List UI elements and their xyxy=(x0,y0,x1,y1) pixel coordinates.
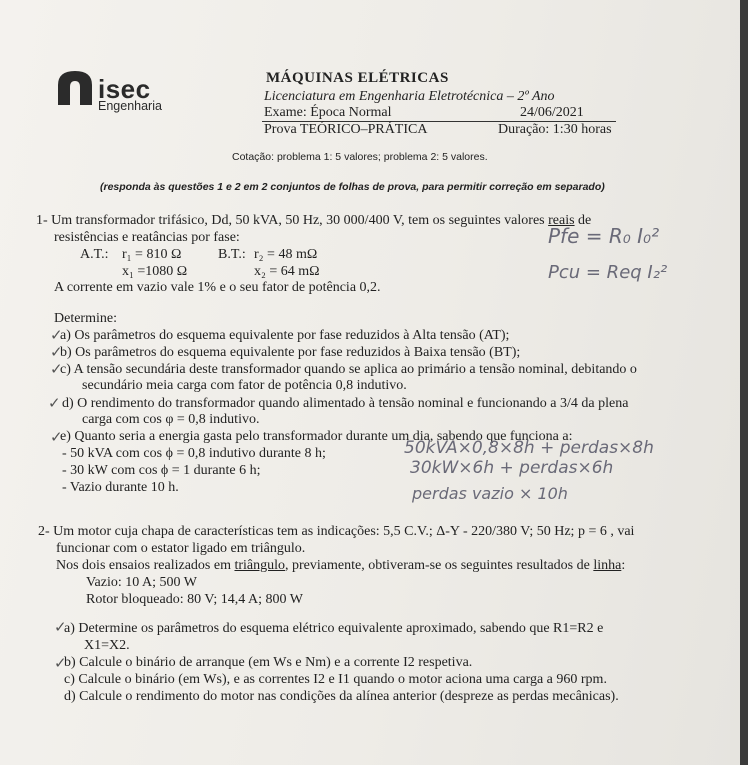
r2-value: r₂ = 48 mΩ xyxy=(254,247,318,262)
prova-type: Prova TEÓRICO–PRÁTICA xyxy=(264,122,428,137)
check-mark-icon: ✓ xyxy=(48,394,61,412)
p1-item-d: d) O rendimento do transformador quando alimentado à tensão nominal e funcionando a 3/4 da plena xyxy=(62,396,629,411)
p2-item-a-cont: X1=X2. xyxy=(84,638,130,653)
grading-note: Cotação: problema 1: 5 valores; problema 2: 5 valores. xyxy=(232,151,488,163)
check-mark-icon: ✓ xyxy=(54,654,67,672)
p1-item-e: e) Quanto seria a energia gasta pelo transformador durante um dia, sabendo que funciona a: xyxy=(60,429,573,444)
instruction-note: (responda às questões 1 e 2 em 2 conjuntos de folhas de prova, para permitir correção em separado) xyxy=(100,181,605,193)
check-mark-icon: ✓ xyxy=(54,618,67,636)
exam-type: Exame: Época Normal xyxy=(264,105,392,120)
exam-duration: Duração: 1:30 horas xyxy=(498,122,612,137)
determine-label: Determine: xyxy=(54,311,117,326)
p1-statement-line1: 1- Um transformador trifásico, Dd, 50 kVA, 50 Hz, 30 000/400 V, tem os seguintes valores reais de xyxy=(36,213,592,228)
handwritten-energy-3: perdas vazio × 10h xyxy=(412,484,568,503)
p2-rotor: Rotor bloqueado: 80 V; 14,4 A; 800 W xyxy=(86,592,303,607)
at-label: A.T.: xyxy=(80,247,109,262)
x1-value: x₁ =1080 Ω xyxy=(122,264,188,279)
p2-vazio: Vazio: 10 A; 500 W xyxy=(86,575,197,590)
p1-vazio-line: A corrente em vazio vale 1% e o seu fator de potência 0,2. xyxy=(54,280,381,295)
p2-statement-line2: funcionar com o estator ligado em triângulo. xyxy=(56,541,306,556)
p1-item-b: b) Os parâmetros do esquema equivalente por fase reduzidos à Baixa tensão (BT); xyxy=(60,345,521,360)
handwritten-pfe: Pfe = R₀ I₀² xyxy=(548,224,660,248)
p1-item-a: a) Os parâmetros do esquema equivalente por fase reduzidos à Alta tensão (AT); xyxy=(60,328,510,343)
p2-statement-line3: Nos dois ensaios realizados em triângulo, previamente, obtiveram-se os seguintes resultados de linha: xyxy=(56,558,626,573)
p2-item-d: d) Calcule o rendimento do motor nas condições da alínea anterior (despreze as perdas mecânicas). xyxy=(64,689,619,704)
p2-item-c: c) Calcule o binário (em Ws), e as correntes I2 e I1 quando o motor aciona uma carga a 960 rpm. xyxy=(64,672,607,687)
exam-title: MÁQUINAS ELÉTRICAS xyxy=(266,70,449,86)
p1-statement-line2: resistências e reatâncias por fase: xyxy=(54,230,240,245)
exam-date: 24/06/2021 xyxy=(520,105,584,120)
p2-item-a: a) Determine os parâmetros do esquema elétrico equivalente aproximado, sabendo que R1=R2 e xyxy=(64,621,604,636)
r1-value: r₁ = 810 Ω xyxy=(122,247,182,262)
p1-item-e-2: - 30 kW com cos ϕ = 1 durante 6 h; xyxy=(62,463,261,478)
handwritten-pcu: Pcu = Req I₂² xyxy=(548,262,668,283)
logo-subtitle: Engenharia xyxy=(98,99,162,113)
check-mark-icon: ✓ xyxy=(50,343,63,361)
logo-name: isec xyxy=(98,74,151,104)
check-mark-icon: ✓ xyxy=(50,326,63,344)
handwritten-energy-2: 30kW×6h + perdas×6h xyxy=(410,458,614,478)
handwritten-energy-1: 50kVA×0,8×8h + perdas×8h xyxy=(404,438,654,458)
p1-item-c-cont: secundário meia carga com fator de potência 0,8 indutivo. xyxy=(82,378,407,393)
p1-item-e-3: - Vazio durante 10 h. xyxy=(62,480,179,495)
page-edge xyxy=(740,0,748,765)
p1-item-e-1: - 50 kVA com cos ϕ = 0,8 indutivo durante 8 h; xyxy=(62,446,326,461)
check-mark-icon: ✓ xyxy=(50,360,63,378)
bt-label: B.T.: xyxy=(218,247,246,262)
p1-item-d-cont: carga com cos φ = 0,8 indutivo. xyxy=(82,412,260,427)
isec-logo-icon xyxy=(56,69,94,105)
x2-value: x₂ = 64 mΩ xyxy=(254,264,320,279)
p2-item-b: b) Calcule o binário de arranque (em Ws e Nm) e a corrente I2 respetiva. xyxy=(64,655,473,670)
p2-statement-line1: 2- Um motor cuja chapa de características tem as indicações: 5,5 C.V.; Δ-Y - 220/380 V; 50 Hz; p = 6 , vai xyxy=(38,524,635,539)
check-mark-icon: ✓ xyxy=(50,428,63,446)
p1-item-c: c) A tensão secundária deste transformador quando se aplica ao primário a tensão nominal, debitando o xyxy=(60,362,637,377)
course-line: Licenciatura em Engenharia Eletrotécnica – 2º Ano xyxy=(264,89,555,104)
